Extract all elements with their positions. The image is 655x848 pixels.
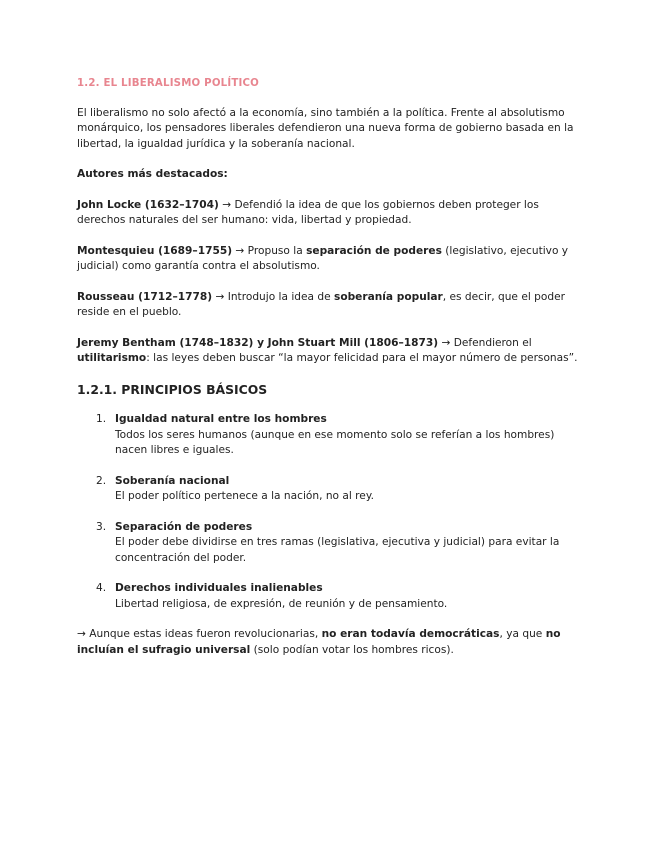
conclusion-text: , ya que [499, 628, 546, 640]
list-item [77, 474, 582, 505]
conclusion-paragraph [77, 627, 582, 658]
key-concept: no incluían el sufragio universal [77, 628, 561, 656]
key-concept: separación de poderes [306, 244, 442, 257]
conclusion-text: → Aunque estas ideas fueron revolucionarias, [77, 628, 322, 640]
author-description: : las leyes deben buscar “la mayor felicidad para el mayor número de personas”. [146, 352, 578, 364]
document-content [77, 76, 582, 658]
author-name: Jeremy Bentham (1748–1832) y John Stuart Mill (1806–1873) [77, 336, 439, 349]
principles-list [77, 412, 582, 612]
author-name: Montesquieu (1689–1755) [77, 244, 233, 257]
principle-description: El poder debe dividirse en tres ramas (legislativa, ejecutiva y judicial) para evitar la concentración del poder. [115, 536, 560, 564]
principle-name: Derechos individuales inalienables [115, 582, 323, 594]
conclusion-text: (solo podían votar los hombres ricos). [250, 643, 454, 656]
author-description: (legislativo, ejecutivo y judicial) como garantía contra el absolutismo. [77, 244, 569, 272]
principle-description: El poder político pertenece a la nación, no al rey. [115, 490, 374, 502]
key-concept: utilitarismo [77, 352, 147, 364]
key-concept: soberanía popular [334, 290, 443, 303]
principle-description: Libertad religiosa, de expresión, de reunión y de pensamiento. [115, 597, 448, 610]
list-item [77, 520, 582, 567]
key-concept: no eran todavía democráticas [321, 628, 500, 640]
section-title: 1.2. EL LIBERALISMO POLÍTICO [77, 78, 260, 89]
author-bentham-mill [77, 336, 582, 367]
principles-title: 1.2.1. PRINCIPIOS BÁSICOS [77, 381, 268, 397]
author-description: → Introdujo la idea de [212, 290, 335, 303]
author-description: , es decir, que el poder reside en el pueblo. [77, 290, 565, 318]
principle-description: Todos los seres humanos (aunque en ese momento solo se referían a los hombres) nacen libres e iguales. [115, 428, 555, 456]
author-rousseau [77, 290, 582, 321]
list-item [77, 581, 582, 612]
list-number: 2. [96, 474, 107, 487]
author-description: → Defendieron el [438, 336, 532, 349]
list-number: 3. [96, 520, 107, 533]
authors-label: Autores más destacados: [77, 168, 228, 180]
principle-name: Soberanía nacional [115, 474, 230, 487]
author-locke [77, 198, 582, 229]
author-name: Rousseau (1712–1778) [77, 290, 213, 303]
author-description: → Defendió la idea de que los gobiernos deben proteger los derechos naturales del ser humano: vida, libertad y propiedad. [77, 198, 539, 226]
author-name: John Locke (1632–1704) [77, 198, 219, 211]
principle-name: Igualdad natural entre los hombres [115, 413, 327, 425]
list-number: 4. [96, 582, 107, 594]
intro-paragraph: El liberalismo no solo afectó a la economía, sino también a la política. Frente al absolutismo monárquico, los pensadores liberales defendieron una nueva forma de gobierno basada en la libertad, la igualdad jurídica y la soberanía nacional. [77, 106, 574, 150]
author-description: → Propuso la [232, 244, 307, 257]
list-number: 1. [96, 413, 107, 425]
list-item [77, 412, 582, 459]
author-montesquieu [77, 244, 582, 275]
principle-name: Separación de poderes [115, 520, 253, 533]
